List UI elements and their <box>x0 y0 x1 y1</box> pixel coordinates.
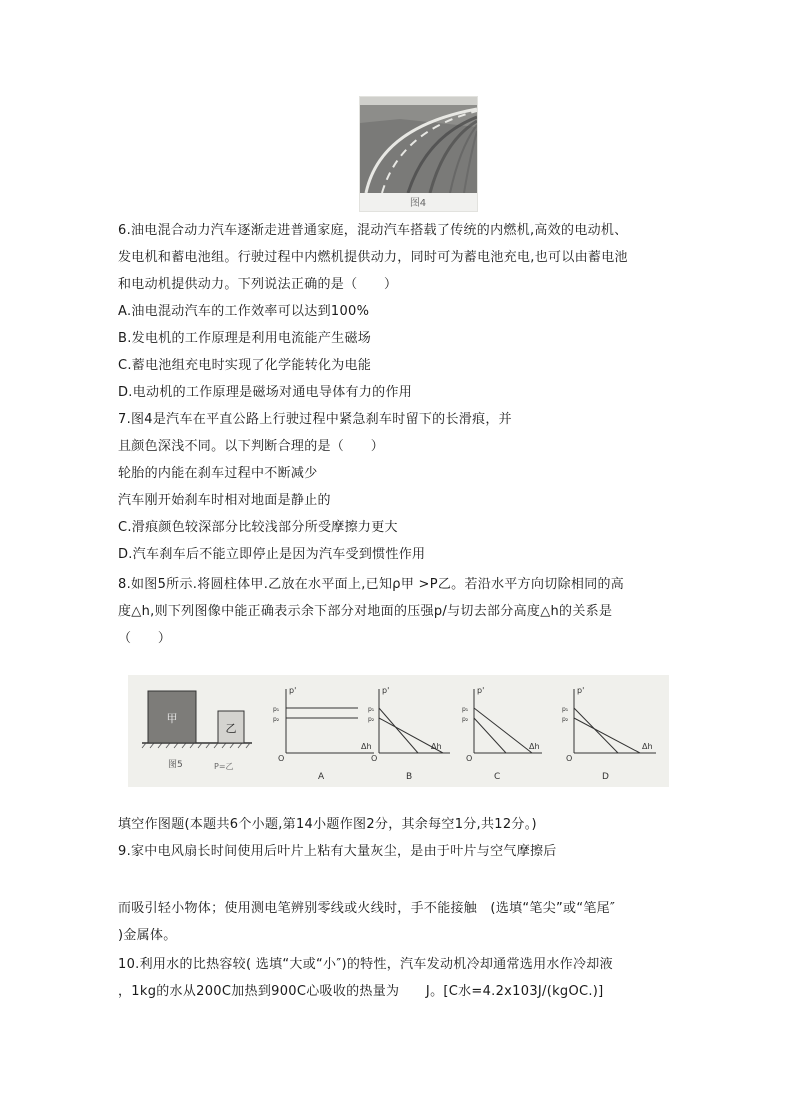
q9-line-1: 9.家中电风扇长时间使用后叶片上粘有大量灰尘，是由于叶片与空气摩擦后 <box>118 844 557 859</box>
svg-text:O: O <box>466 754 473 763</box>
q6-line-1: 6.油电混合动力汽车逐渐走进普通家庭，混动汽车搭载了传统的内燃机,高效的电动机、 <box>118 223 628 238</box>
svg-text:p': p' <box>289 686 297 695</box>
q8-line-1: 8.如图5所示.将圆柱体甲.乙放在水平面上,已知ρ甲 >P乙。若沿水平方向切除相同的高 <box>118 577 625 592</box>
svg-text:Δh: Δh <box>642 742 653 751</box>
q9-line-3: )金属体。 <box>118 928 177 943</box>
svg-text:Δh: Δh <box>529 742 540 751</box>
block-yi-label: 乙 <box>225 722 237 735</box>
q6-line-2: 发电机和蓄电池组。行驶过程中内燃机提供动力，同时可为蓄电池充电,也可以由蓄电池 <box>118 250 628 265</box>
svg-text:p': p' <box>382 686 390 695</box>
svg-text:p': p' <box>477 686 485 695</box>
q7-option-a: 轮胎的内能在刹车过程中不断减少 <box>118 466 318 481</box>
svg-text:p₂: p₂ <box>368 716 375 723</box>
svg-text:O: O <box>278 754 285 763</box>
svg-text:p₂: p₂ <box>462 716 469 723</box>
svg-text:O: O <box>371 754 378 763</box>
svg-text:p₁: p₁ <box>462 706 469 713</box>
q7-option-b: 汽车刚开始刹车时相对地面是静止的 <box>118 493 331 508</box>
graph-d <box>562 686 656 782</box>
graph-c <box>462 686 542 782</box>
figure-5-note: P=乙 <box>214 762 234 771</box>
graph-d-label: D <box>602 772 609 782</box>
q6-option-a: A.油电混动汽车的工作效率可以达到100% <box>118 304 370 319</box>
svg-text:p₂: p₂ <box>273 716 280 723</box>
svg-text:Δh: Δh <box>361 742 372 751</box>
q7-line-2: 且颜色深浅不同。以下判断合理的是（ ） <box>118 439 385 454</box>
q10-line-2: ，1kg的水从200C加热到900C心吸收的热量为 J。[C水=4.2x103J/(kgOC.)] <box>118 984 604 999</box>
svg-text:p₂: p₂ <box>562 716 569 723</box>
q6-line-3: 和电动机提供动力。下列说法正确的是（ ） <box>118 277 398 292</box>
figure-4-caption: 图4 <box>409 198 427 209</box>
block-jia-label: 甲 <box>166 712 178 725</box>
graph-c-label: C <box>494 772 501 782</box>
q8-line-3: （ ） <box>118 631 172 646</box>
svg-text:p₁: p₁ <box>273 706 280 713</box>
q8-line-2: 度△h,则下列图像中能正确表示余下部分对地面的压强p/与切去部分高度△h的关系是 <box>118 604 613 619</box>
q7-line-1: 7.图4是汽车在平直公路上行驶过程中紧急刹车时留下的长滑痕，并 <box>118 412 512 427</box>
road-photo <box>360 97 477 211</box>
figure-5 <box>128 675 669 787</box>
graph-a <box>273 686 374 782</box>
svg-text:Δh: Δh <box>431 742 442 751</box>
q6-option-b: B.发电机的工作原理是利用电流能产生磁场 <box>118 331 372 346</box>
figure-5-drawing <box>128 675 669 787</box>
q9-line-2: 而吸引轻小物体；使用测电笔辨别零线或火线时，手不能接触 (选填“笔尖”或“笔尾″ <box>118 901 616 916</box>
q10-line-1: 10.利用水的比热容较( 选填“大或“小″)的特性，汽车发动机冷却通常选用水作冷却液 <box>118 957 613 972</box>
q6-option-d: D.电动机的工作原理是磁场对通电导体有力的作用 <box>118 385 413 400</box>
svg-text:p₁: p₁ <box>368 706 375 713</box>
graph-b <box>368 686 450 782</box>
svg-text:O: O <box>566 754 573 763</box>
q7-option-d: D.汽车刹车后不能立即停止是因为汽车受到惯性作用 <box>118 547 426 562</box>
figure-5-caption: 图5 <box>168 760 183 770</box>
figure-4 <box>359 96 478 212</box>
svg-text:p': p' <box>577 686 585 695</box>
graph-b-label: B <box>406 772 413 782</box>
q7-option-c: C.滑痕颜色较深部分比较浅部分所受摩擦力更大 <box>118 520 398 535</box>
section-heading: 填空作图题(本题共6个小题,第14小题作图2分，其余每空1分,共12分。) <box>118 817 537 832</box>
q6-option-c: C.蓄电池组充电时实现了化学能转化为电能 <box>118 358 372 373</box>
svg-text:p₁: p₁ <box>562 706 569 713</box>
graph-a-label: A <box>318 772 325 782</box>
